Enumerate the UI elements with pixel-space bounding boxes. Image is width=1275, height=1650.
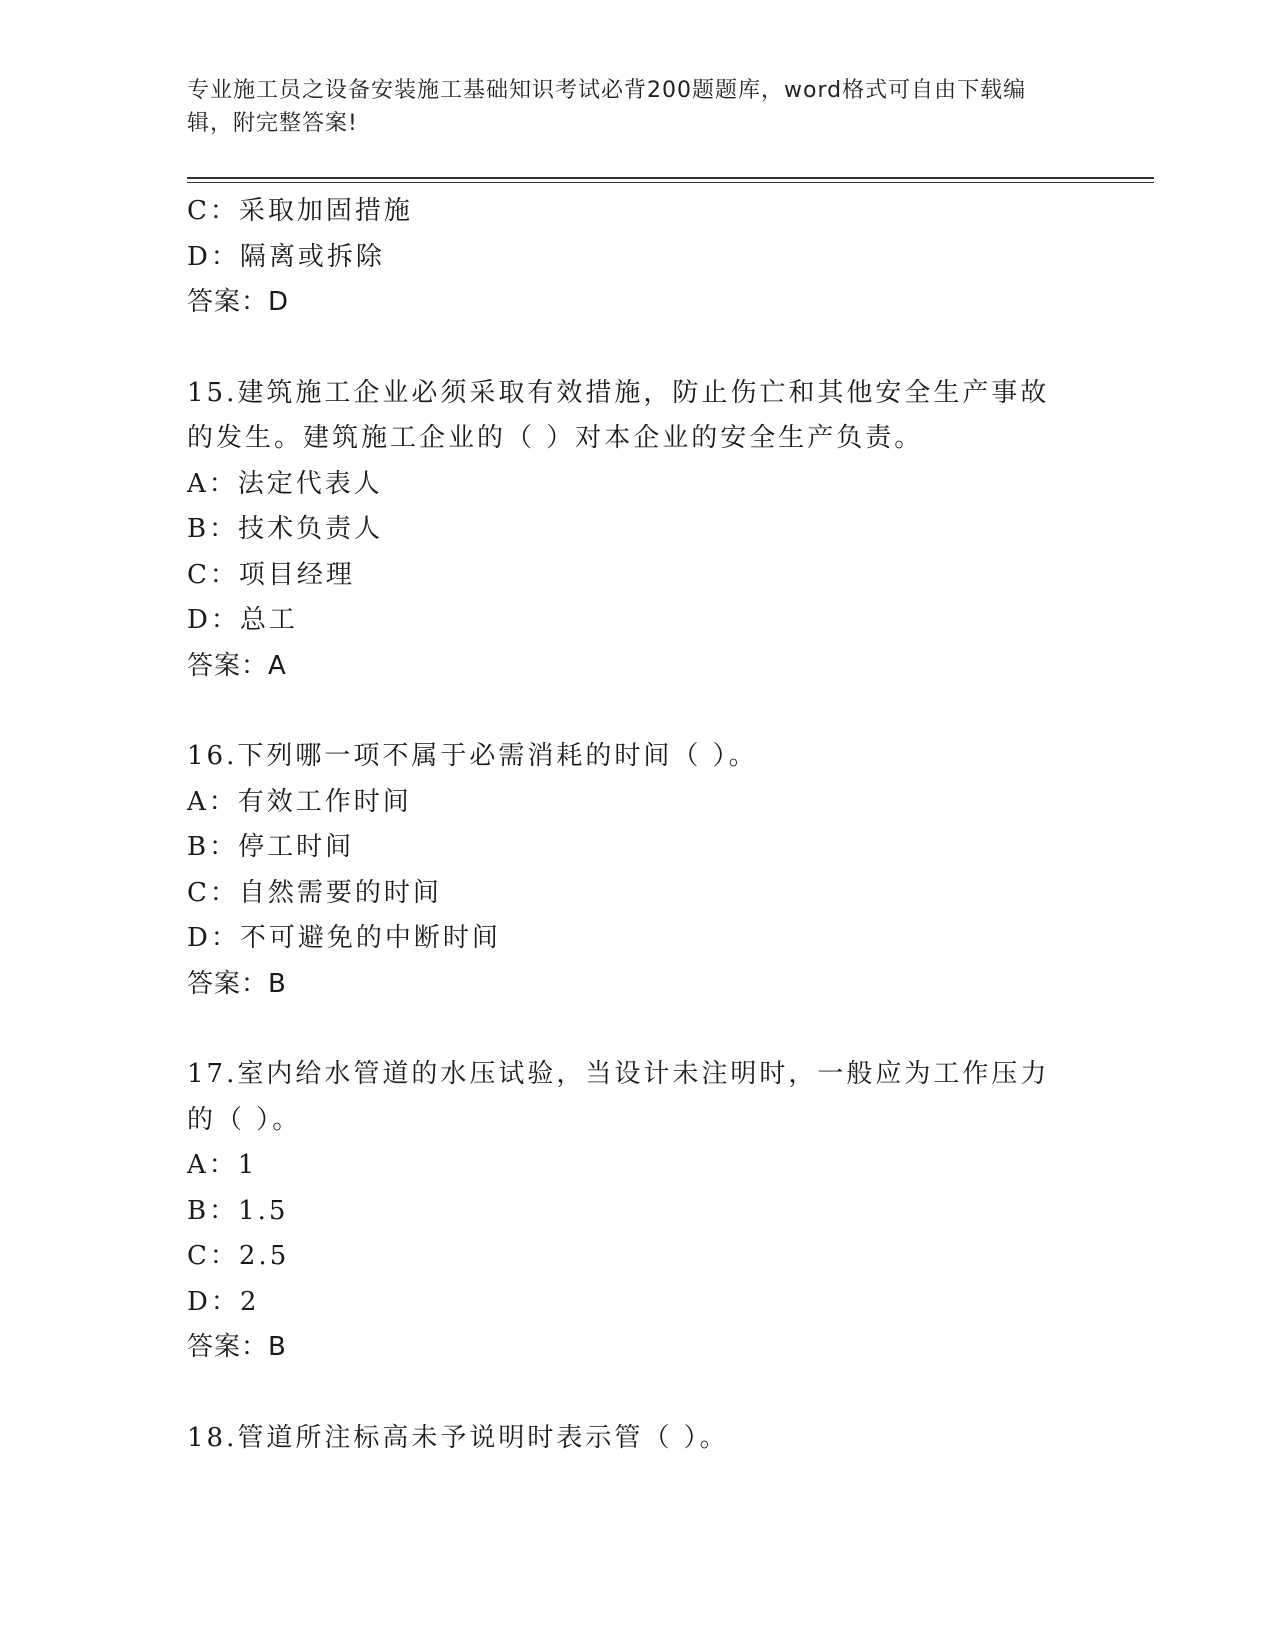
header-rule-thin (187, 182, 1154, 183)
answer-line: 答案：D (187, 287, 290, 317)
document-body (187, 189, 1087, 1461)
option-c: C：2.5 (187, 1241, 290, 1271)
option-a: A：有效工作时间 (187, 786, 412, 817)
option-a: A：1 (187, 1150, 258, 1180)
question-18 (187, 1416, 1087, 1462)
answer-line: 答案：A (187, 650, 287, 681)
page-header: 专业施工员之设备安装施工基础知识考试必背200题题库，word格式可自由下载编辑，附完整答案! (187, 78, 1027, 136)
answer-line: 答案：B (187, 968, 287, 999)
header-rule-thick (187, 177, 1154, 179)
answer-line: 答案：B (187, 1332, 287, 1362)
option-d: D：总工 (187, 605, 298, 635)
question-spacer (187, 326, 1087, 371)
question-text: 17.室内给水管道的水压试验，当设计未注明时，一般应为工作压力的（ ）。 (187, 1059, 1050, 1135)
option-d: D：隔离或拆除 (187, 241, 385, 272)
option-b: B：技术负责人 (187, 514, 384, 544)
option-d: D：2 (187, 1286, 260, 1317)
question-spacer (187, 1371, 1087, 1416)
question-spacer (187, 689, 1087, 734)
option-c: C：项目经理 (187, 559, 355, 590)
question-15 (187, 371, 1087, 690)
question-text: 15.建筑施工企业必须采取有效措施，防止伤亡和其他安全生产事故的发生。建筑施工企业的（ ）对本企业的安全生产负责。 (187, 377, 1050, 453)
question-text: 18.管道所注标高未予说明时表示管（ ）。 (187, 1422, 729, 1453)
option-b: B：停工时间 (187, 832, 355, 862)
question-17 (187, 1052, 1087, 1371)
continued-question (187, 189, 1087, 326)
option-c: C：自然需要的时间 (187, 877, 442, 908)
option-d: D：不可避免的中断时间 (187, 923, 501, 953)
question-16 (187, 734, 1087, 1007)
question-text: 16.下列哪一项不属于必需消耗的时间（ ）。 (187, 741, 758, 771)
option-b: B：1.5 (187, 1195, 289, 1226)
option-c: C：采取加固措施 (187, 196, 413, 226)
question-spacer (187, 1007, 1087, 1052)
option-a: A：法定代表人 (187, 468, 383, 499)
